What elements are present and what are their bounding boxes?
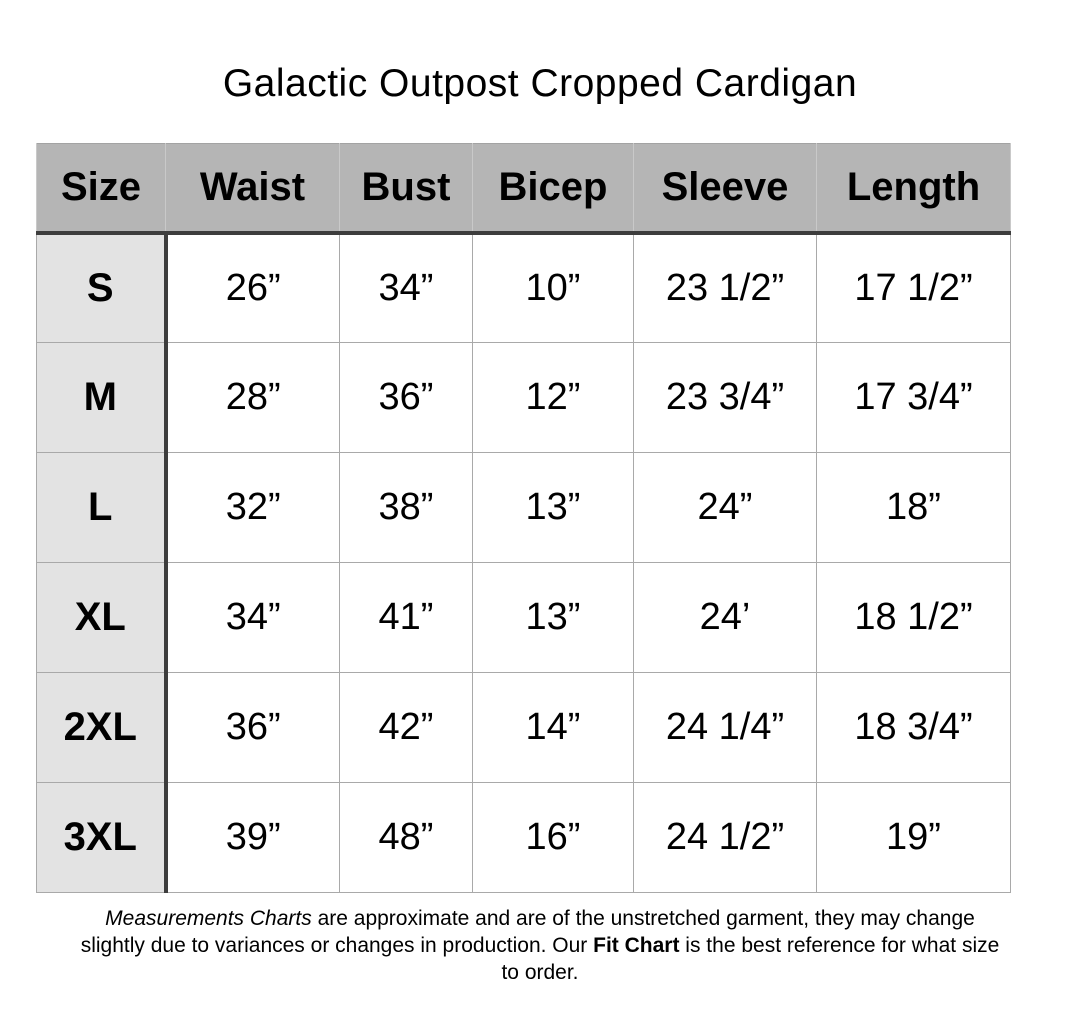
header-cell-bust: Bust — [340, 144, 473, 233]
table-row — [37, 673, 1011, 783]
size-cell: XL — [37, 563, 166, 673]
measurement-cell: 23 3/4” — [634, 343, 817, 453]
size-chart-table — [36, 143, 1011, 893]
header-row — [37, 144, 1011, 233]
measurement-cell: 17 1/2” — [817, 233, 1011, 343]
measurement-cell: 14” — [473, 673, 634, 783]
footnote — [75, 905, 1005, 986]
table-row — [37, 783, 1011, 893]
header-cell-size: Size — [37, 144, 166, 233]
measurement-cell: 18 1/2” — [817, 563, 1011, 673]
footnote-italic-lead: Measurements Charts — [105, 907, 312, 930]
footnote-bold-term: Fit Chart — [593, 934, 680, 957]
measurement-cell: 26” — [166, 233, 340, 343]
size-cell: 3XL — [37, 783, 166, 893]
measurement-cell: 18” — [817, 453, 1011, 563]
measurement-cell: 18 3/4” — [817, 673, 1011, 783]
measurement-cell: 38” — [340, 453, 473, 563]
measurement-cell: 34” — [340, 233, 473, 343]
size-cell: 2XL — [37, 673, 166, 783]
table-body — [37, 233, 1011, 893]
measurement-cell: 10” — [473, 233, 634, 343]
measurement-cell: 16” — [473, 783, 634, 893]
table-row — [37, 343, 1011, 453]
measurement-cell: 23 1/2” — [634, 233, 817, 343]
page-title: Galactic Outpost Cropped Cardigan — [222, 62, 858, 105]
measurement-cell: 28” — [166, 343, 340, 453]
measurement-cell: 34” — [166, 563, 340, 673]
header-cell-length: Length — [817, 144, 1011, 233]
footnote-text: are approximate and are of the unstretched garment, they may change slightly due to variances or changes in production. Our — [80, 907, 975, 957]
measurement-cell: 24 1/4” — [634, 673, 817, 783]
size-cell: M — [37, 343, 166, 453]
measurement-cell: 24” — [634, 453, 817, 563]
measurement-cell: 36” — [166, 673, 340, 783]
measurement-cell: 24’ — [634, 563, 817, 673]
measurement-cell: 12” — [473, 343, 634, 453]
measurement-cell: 39” — [166, 783, 340, 893]
footnote-text-end: is the best reference for what size to order. — [501, 934, 1000, 984]
header-cell-waist: Waist — [166, 144, 340, 233]
measurement-cell: 42” — [340, 673, 473, 783]
size-cell: L — [37, 453, 166, 563]
measurement-cell: 13” — [473, 453, 634, 563]
table-row — [37, 563, 1011, 673]
measurement-cell: 36” — [340, 343, 473, 453]
measurement-cell: 32” — [166, 453, 340, 563]
size-cell: S — [37, 233, 166, 343]
header-cell-sleeve: Sleeve — [634, 144, 817, 233]
measurement-cell: 48” — [340, 783, 473, 893]
table-row — [37, 233, 1011, 343]
table-row — [37, 453, 1011, 563]
measurement-cell: 17 3/4” — [817, 343, 1011, 453]
measurement-cell: 13” — [473, 563, 634, 673]
measurement-cell: 24 1/2” — [634, 783, 817, 893]
measurement-cell: 19” — [817, 783, 1011, 893]
measurement-cell: 41” — [340, 563, 473, 673]
header-cell-bicep: Bicep — [473, 144, 634, 233]
